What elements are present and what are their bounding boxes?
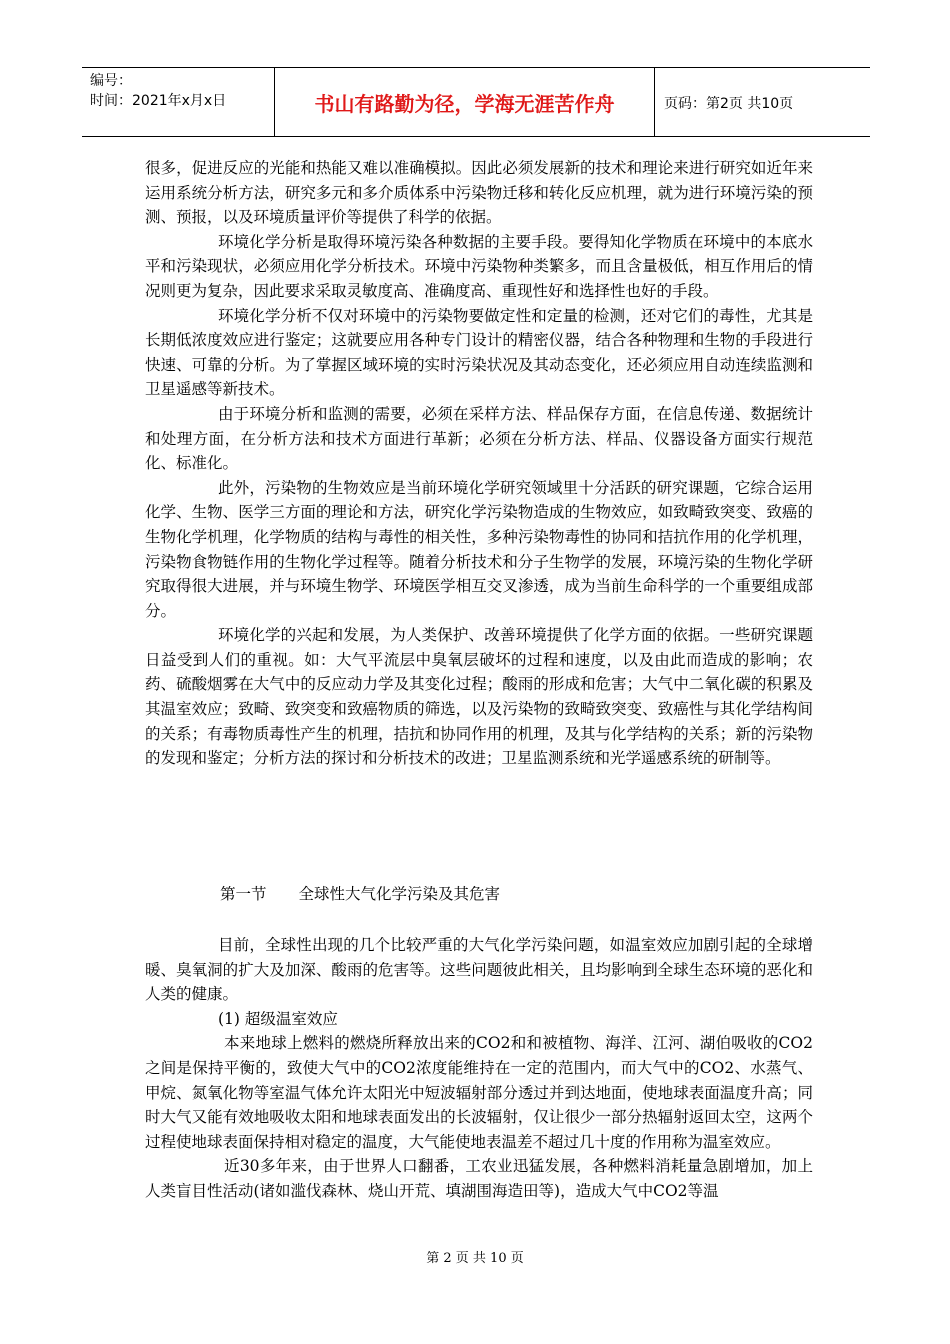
paragraph: 很多，促进反应的光能和热能又难以准确模拟。因此必须发展新的技术和理论来进行研究如近年来运用系统分析方法，研究多元和多介质体系中污染物迁移和转化反应机理，就为进行环境污染的预测、预报，以及环境质量评价等提供了科学的依据。 — [145, 159, 813, 227]
section-title: 全球性大气化学污染及其危害 — [298, 885, 501, 903]
page-footer: 第 2 页 共 10 页 — [426, 1251, 524, 1266]
page-header — [82, 67, 870, 137]
paragraph: 环境化学分析不仅对环境中的污染物要做定性和定量的检测，还对它们的毒性，尤其是长期低浓度效应进行鉴定；这就要应用各种专门设计的精密仪器，结合各种物理和生物的手段进行快速、可靠的分析。为了掌握区域环境的实时污染状况及其动态变化，还必须应用自动连续监测和卫星遥感等新技术。 — [145, 306, 813, 399]
paragraph: 环境化学的兴起和发展，为人类保护、改善环境提供了化学方面的依据。一些研究课题日益受到人们的重视。如：大气平流层中臭氧层破坏的过程和速度，以及由此而造成的影响；农药、硫酸烟雾在大气中的反应动力学及其变化过程；酸雨的形成和危害；大气中二氧化碳的积累及其温室效应；致畸、致突变和致癌物质的筛选，以及污染物的致畸致突变、致癌性与其化学结构间的关系；有毒物质毒性产生的机理，拮抗和协同作用的机理，及其与化学结构的关系；新的污染物的发现和鉴定；分析方法的探讨和分析技术的改进；卫星监测系统和光学遥感系统的研制等。 — [145, 626, 813, 768]
header-info — [82, 68, 274, 136]
paragraph: 环境化学分析是取得环境污染各种数据的主要手段。要得知化学物质在环境中的本底水平和污染现状，必须应用化学分析技术。环境中污染物种类繁多，而且含量极低，相互作用后的情况则更为复杂，因此要求采取灵敏度高、准确度高、重现性好和选择性也好的手段。 — [145, 232, 813, 300]
header-page-label: 页码：第2页 共10页 — [664, 96, 794, 112]
body-text-2 — [145, 933, 813, 1204]
section-number: 第一节 — [220, 885, 267, 903]
paragraph: 近30多年来，由于世界人口翻番，工农业迅猛发展，各种燃料消耗量急剧增加，加上人类盲目性活动(诸如滥伐森林、烧山开荒、填湖围海造田等)，造成大气中CO2等温 — [145, 1157, 813, 1200]
paragraph: 目前，全球性出现的几个比较严重的大气化学污染问题，如温室效应加剧引起的全球增暖、臭氧洞的扩大及加深、酸雨的危害等。这些问题彼此相关，且均影响到全球生态环境的恶化和人类的健康。 — [145, 936, 813, 1004]
paragraph: 由于环境分析和监测的需要，必须在采样方法、样品保存方面，在信息传递、数据统计和处理方面，在分析方法和技术方面进行革新；必须在分析方法、样品、仪器设备方面实行规范化、标准化。 — [145, 404, 813, 473]
body-text — [145, 156, 813, 771]
date-label: 时间：2021年x月x日 — [90, 93, 227, 109]
section-heading — [220, 882, 500, 904]
subheading: (1) 超级温室效应 — [218, 1009, 338, 1028]
header-motto: 书山有路勤为径，学海无涯苦作舟 — [314, 91, 615, 116]
paragraph: 此外，污染物的生物效应是当前环境化学研究领域里十分活跃的研究课题，它综合运用化学、生物、医学三方面的理论和方法，研究化学污染物造成的生物效应，如致畸致突变、致癌的生物化学机理，化学物质的结构与毒性的相关性，多种污染物毒性的协同和拮抗作用的化学机理，污染物食物链作用的生物化学过程等。随着分析技术和分子生物学的发展，环境污染的生物化学研究取得很大进展，并与环境生物学、环境医学相互交叉渗透，成为当前生命科学的一个重要组成部分。 — [145, 478, 813, 620]
paragraph: 本来地球上燃料的燃烧所释放出来的CO2和和被植物、海洋、江河、湖伯吸收的CO2之间是保持平衡的，致使大气中的CO2浓度能维持在一定的范围内，而大气中的CO2、水蒸气、甲烷、氮氧化物等室温气体允许太阳光中短波辐射部分透过并到达地面，使地球表面温度升高；同时大气又能有效地吸收太阳和地球表面发出的长波辐射，仅让很少一部分热辐射返回太空，这两个过程使地球表面保持相对稳定的温度，大气能使地表温差不超过几十度的作用称为温室效应。 — [145, 1034, 813, 1151]
header-divider — [654, 68, 655, 136]
number-label: 编号： — [90, 73, 132, 89]
